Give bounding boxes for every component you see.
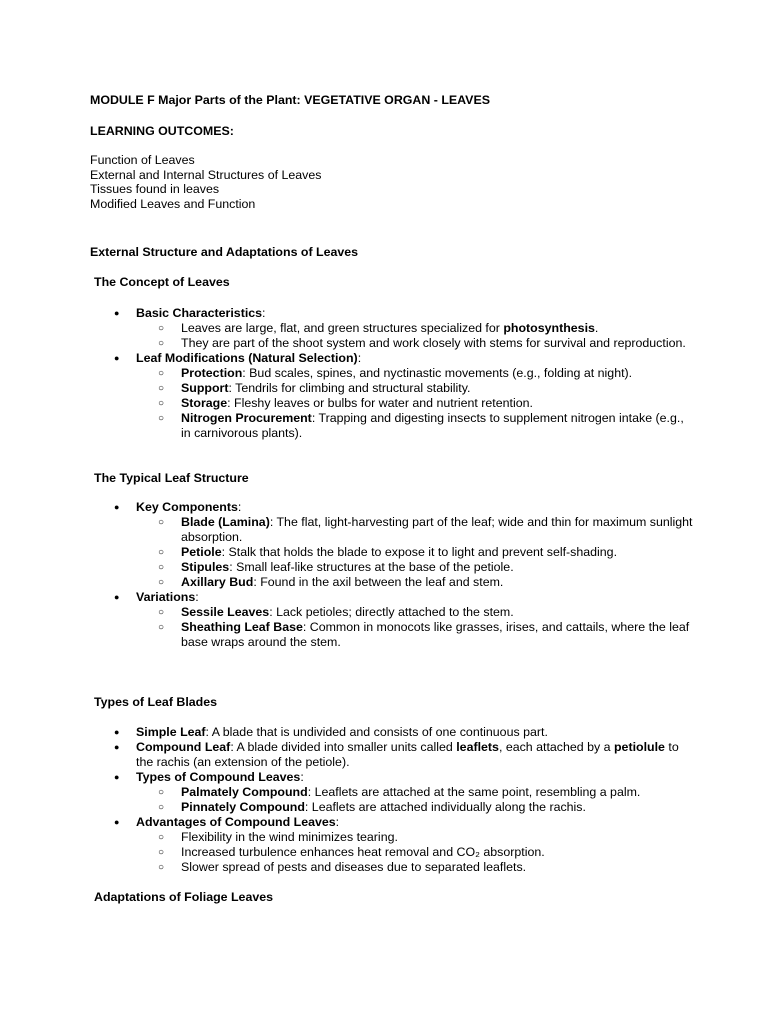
list-item xyxy=(181,381,696,396)
outcome-item: Modified Leaves and Function xyxy=(90,197,256,211)
variations-label: Variations xyxy=(136,590,196,604)
item-bold: Pinnately Compound xyxy=(181,800,305,814)
item-text: : Lack petioles; directly attached to the stem. xyxy=(269,605,514,619)
concept-list xyxy=(136,306,696,441)
blades-list xyxy=(136,725,696,875)
list-item xyxy=(181,366,696,381)
item-text: to the rachis (an extension of the petiole). xyxy=(136,740,679,769)
item-bold: Protection xyxy=(181,366,243,380)
item-bold: Storage xyxy=(181,396,228,410)
item-bold: Blade (Lamina) xyxy=(181,515,270,529)
item-bold: Compound Leaf xyxy=(136,740,231,754)
item-text: : Found in the axil between the leaf and stem. xyxy=(253,575,504,589)
module-title: MODULE F Major Parts of the Plant: VEGETATIVE ORGAN - LEAVES xyxy=(90,93,490,107)
list-item xyxy=(181,560,696,575)
item-text: Slower spread of pests and diseases due to separated leaflets. xyxy=(181,860,527,874)
item-text: : Tendrils for climbing and structural stability. xyxy=(228,381,471,395)
label-suffix: : xyxy=(195,590,199,604)
foliage-adaptations-heading: Adaptations of Foliage Leaves xyxy=(94,890,274,904)
item-bold: Sessile Leaves xyxy=(181,605,270,619)
list-item xyxy=(136,770,696,815)
typical-leaf-heading: The Typical Leaf Structure xyxy=(94,471,249,485)
outcome-item: Tissues found in leaves xyxy=(90,182,220,196)
list-item xyxy=(181,515,696,545)
list-item xyxy=(181,620,696,650)
item-bold: Simple Leaf xyxy=(136,725,206,739)
item-bold: Palmately Compound xyxy=(181,785,308,799)
leaf-blades-heading: Types of Leaf Blades xyxy=(94,695,218,709)
list-item xyxy=(136,815,696,875)
item-text: Flexibility in the wind minimizes tearing. xyxy=(181,830,398,844)
list-item xyxy=(136,306,696,351)
label-suffix: : xyxy=(357,351,362,365)
item-bold: Support xyxy=(181,381,229,395)
list-item xyxy=(181,411,696,441)
item-bold: Nitrogen Procurement xyxy=(181,411,312,425)
item-text: : Fleshy leaves or bulbs for water and nutrient retention. xyxy=(227,396,533,410)
item-text: , each attached by a xyxy=(498,740,614,754)
item-bold: leaflets xyxy=(456,740,499,754)
item-text: : Common in monocots like grasses, irises, and cattails, where the leaf base wraps around the stem. xyxy=(181,620,690,649)
typical-list xyxy=(136,500,696,650)
list-item xyxy=(136,500,696,590)
list-item xyxy=(181,785,696,800)
item-text: Leaves are large, flat, and green structures specialized for xyxy=(181,321,504,335)
item-text: : Bud scales, spines, and nyctinastic movements (e.g., folding at night). xyxy=(242,366,633,380)
item-text: : The flat, light-harvesting part of the leaf; wide and thin for maximum sunlight absorption. xyxy=(181,515,693,544)
outcome-item: Function of Leaves xyxy=(90,153,195,167)
key-components-label: Key Components xyxy=(136,500,238,514)
label-suffix: : xyxy=(300,770,304,784)
item-text: : A blade divided into smaller units called xyxy=(230,740,457,754)
list-item xyxy=(181,860,696,875)
item-text: : A blade that is undivided and consists of one continuous part. xyxy=(205,725,548,739)
learning-outcomes-heading: LEARNING OUTCOMES: xyxy=(90,124,234,138)
list-item xyxy=(181,575,696,590)
leaf-modifications-label: Leaf Modifications (Natural Selection) xyxy=(136,351,358,365)
label-suffix: : xyxy=(262,306,266,320)
list-item xyxy=(136,725,696,740)
basic-characteristics-label: Basic Characteristics xyxy=(136,306,263,320)
item-text: They are part of the shoot system and work closely with stems for survival and reproduction. xyxy=(181,336,686,350)
list-item xyxy=(181,396,696,411)
item-text: : Small leaf-like structures at the base of the petiole. xyxy=(229,560,514,574)
item-bold: Axillary Bud xyxy=(181,575,254,589)
list-item xyxy=(136,740,696,770)
label-suffix: : xyxy=(335,815,340,829)
item-bold: photosynthesis xyxy=(503,321,595,335)
list-item xyxy=(181,800,696,815)
types-compound-label: Types of Compound Leaves xyxy=(136,770,301,784)
list-item xyxy=(136,590,696,650)
concept-heading: The Concept of Leaves xyxy=(94,275,230,289)
item-text: : Leaflets are attached individually along the rachis. xyxy=(304,800,586,814)
list-item xyxy=(181,830,696,845)
item-text: : Stalk that holds the blade to expose it to light and prevent self-shading. xyxy=(221,545,618,559)
item-bold: Petiole xyxy=(181,545,222,559)
external-structure-heading: External Structure and Adaptations of Leaves xyxy=(90,245,359,259)
item-bold: Sheathing Leaf Base xyxy=(181,620,303,634)
list-item xyxy=(181,321,696,336)
list-item xyxy=(181,545,696,560)
item-text: Increased turbulence enhances heat removal and CO₂ absorption. xyxy=(181,845,545,859)
item-text: : Leaflets are attached at the same point, resembling a palm. xyxy=(307,785,641,799)
list-item xyxy=(181,605,696,620)
item-bold: petiolule xyxy=(613,740,665,754)
item-bold: Stipules xyxy=(181,560,230,574)
item-text: . xyxy=(594,321,599,335)
item-text: : Trapping and digesting insects to supplement nitrogen intake (e.g., in carnivorous plants). xyxy=(181,411,684,440)
outcome-item: External and Internal Structures of Leaves xyxy=(90,168,322,182)
label-suffix: : xyxy=(237,500,242,514)
list-item xyxy=(136,351,696,441)
list-item xyxy=(181,336,696,351)
advantages-compound-label: Advantages of Compound Leaves xyxy=(136,815,336,829)
list-item xyxy=(181,845,696,860)
